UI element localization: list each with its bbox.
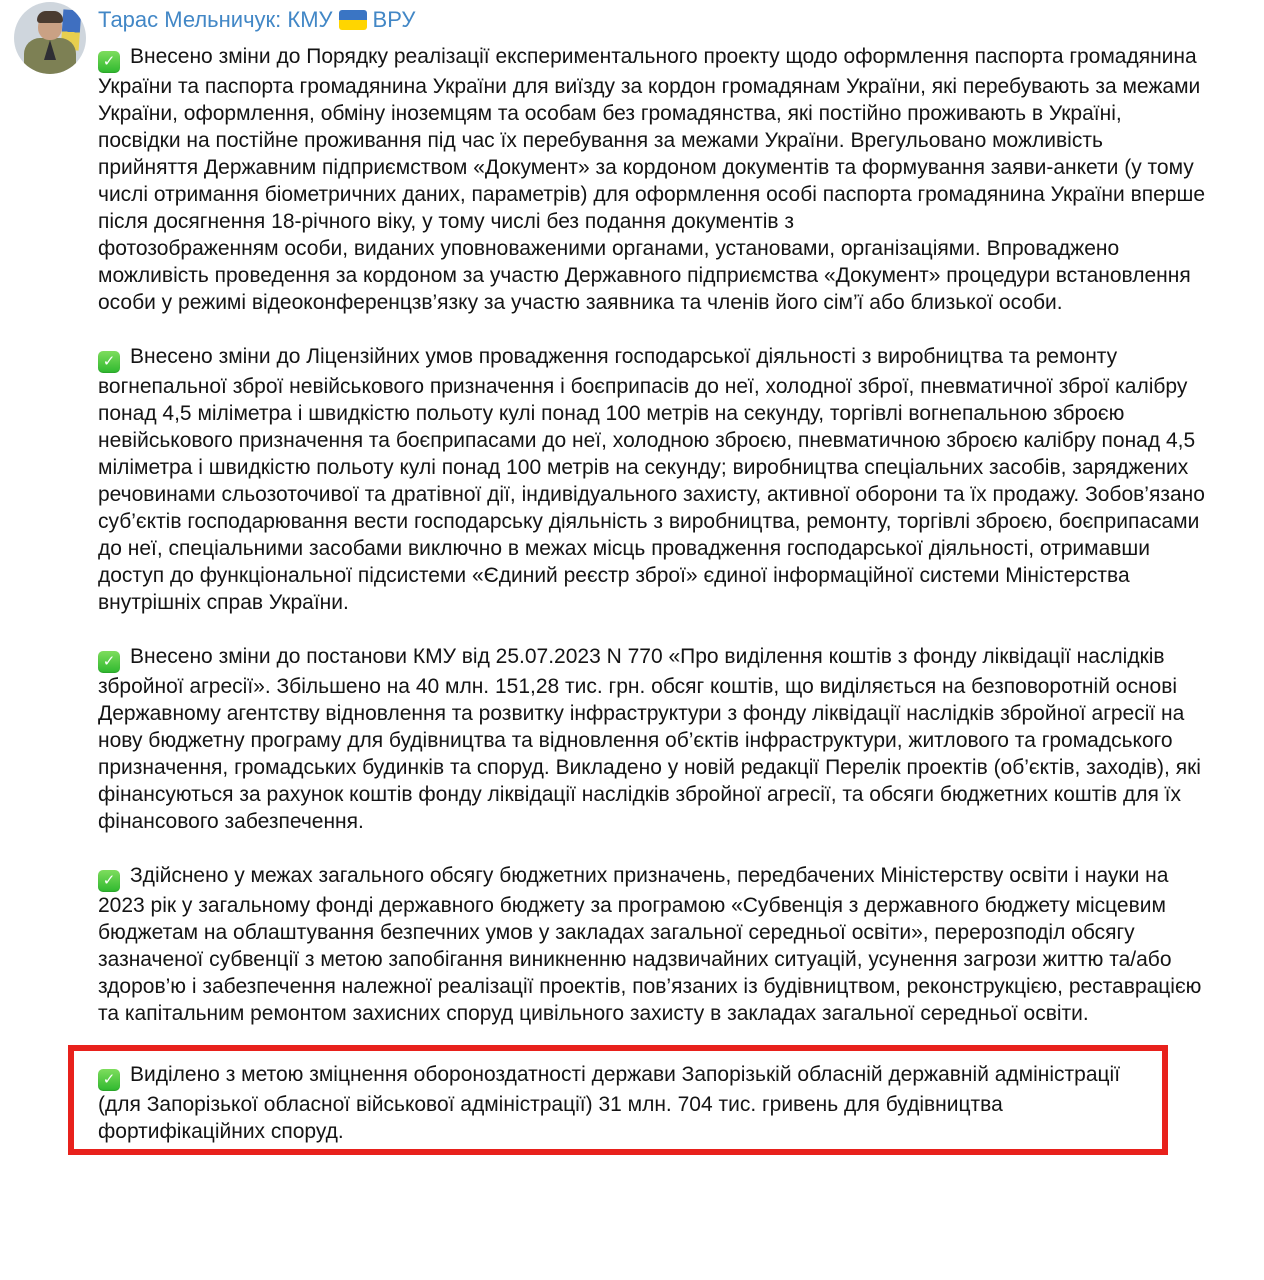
message-paragraph-1 [98, 43, 1208, 316]
green-check-icon [98, 651, 120, 673]
avatar-hair [37, 11, 63, 23]
green-check-icon [98, 1069, 120, 1091]
message-paragraph-5 [98, 1061, 1142, 1145]
message-paragraph-2 [98, 343, 1208, 616]
paragraph-1-text: Внесено зміни до Порядку реалізації експериментального проекту щодо оформлення паспорта громадянина України та паспорта громадянина України для виїзду за кордон громадянам України, які перебувають за межами України, оформлення, обміну іноземцям та особам без громадянства, які постійно проживають в Україні, посвідки на постійне проживання під час їх перебування за межами України. Врегульовано можливість прийняття Державним підприємством «Документ» за кордоном документів та формування заяви-анкети (у тому числі отримання біометричних даних, параметрів) для оформлення особі паспорта громадянина України вперше після досягнення 18-річного віку, у тому числі без подання документів з [98, 45, 1206, 233]
paragraph-5-text: Виділено з метою зміцнення обороноздатності держави Запорізькій обласній державній адміністрації (для Запорізької обласної військової адміністрації) 31 млн. 704 тис. гривень для будівництва фортифікаційних споруд. [98, 1063, 1121, 1143]
green-check-icon [98, 51, 120, 73]
red-highlight-box [68, 1045, 1168, 1155]
paragraph-1-text-continued: фотозображенням особи, виданих уповноваженими органами, установами, організаціями. Впроваджено можливість проведення за кордоном за участю Державного підприємства «Документ» процедури встановлення особи у режимі відеоконференцзв’язку за участю заявника та членів його сім’ї або близької особи. [98, 237, 1191, 314]
green-check-icon [98, 351, 120, 373]
ukraine-flag-icon [339, 10, 367, 30]
message-paragraph-3 [98, 643, 1208, 835]
paragraph-3-text: Внесено зміни до постанови КМУ від 25.07.2023 N 770 «Про виділення коштів з фонду ліквідації наслідків збройної агресії». Збільшено на 40 млн. 151,28 тис. грн. обсяг коштів, що виділяється на безповоротній основі Державному агентству відновлення та розвитку інфраструктури з фонду ліквідації наслідків збройної агресії на нову бюджетну програму для будівництва та відновлення об’єктів інфраструктури, житлового та громадського призначення, громадських будинків та споруд. Викладено у новій редакції Перелік проектів (об’єктів, заходів), які фінансуються за рахунок коштів фонду ліквідації наслідків збройної агресії, та обсяги бюджетних коштів для їх фінансового забезпечення. [98, 645, 1201, 833]
paragraph-4-text: Здійснено у межах загального обсягу бюджетних призначень, передбачених Міністерству освіти і науки на 2023 рік у загальному фонді державного бюджету за програмою «Субвенція з державного бюджету місцевим бюджетам на облаштування безпечних умов у закладах загальної середньої освіти», перерозподіл обсягу зазначеної субвенції з метою запобігання виникненню надзвичайних ситуацій, усунення загрози життю та/або здоров’ю і забезпечення належної реалізації проектів, пов’язаних із будівництвом, реконструкцією, реставрацією та капітальним ремонтом захисних споруд цивільного захисту в закладах загальної середньої освіти. [98, 864, 1202, 1025]
paragraph-2-text: Внесено зміни до Ліцензійних умов провадження господарської діяльності з виробництва та ремонту вогнепальної зброї невійськового призначення і боєприпасів до неї, холодної зброї, пневматичної зброї калібру понад 4,5 міліметра і швидкістю польоту кулі понад 100 метрів на секунду, торгівлі вогнепальною зброєю невійськового призначення та боєприпасами до неї, холодною зброєю, пневматичною зброєю калібру понад 4,5 міліметра і швидкістю польоту кулі понад 100 метрів на секунду; виробництва спеціальних засобів, заряджених речовинами сльозоточивої та дратівної дії, індивідуального захисту, активної оборони та їх продажу. Зобов’язано суб’єктів господарювання вести господарську діяльність з виробництва, ремонту, торгівлі зброєю, боєприпасами до неї, спеціальними засобами виключно в межах місць провадження господарської діяльності, отримавши доступ до функціональної підсистеми «Єдиний реєстр зброї» єдиної інформаційної системи Міністерства внутрішніх справ України. [98, 345, 1205, 614]
message-container [98, 6, 1208, 1155]
sender-name-left: Тарас Мельничук: КМУ [98, 7, 333, 32]
message-paragraph-4 [98, 862, 1208, 1027]
sender-name[interactable] [98, 6, 1208, 34]
message-body [98, 43, 1208, 1155]
avatar[interactable] [14, 2, 86, 74]
sender-name-right: ВРУ [372, 7, 416, 32]
green-check-icon [98, 870, 120, 892]
